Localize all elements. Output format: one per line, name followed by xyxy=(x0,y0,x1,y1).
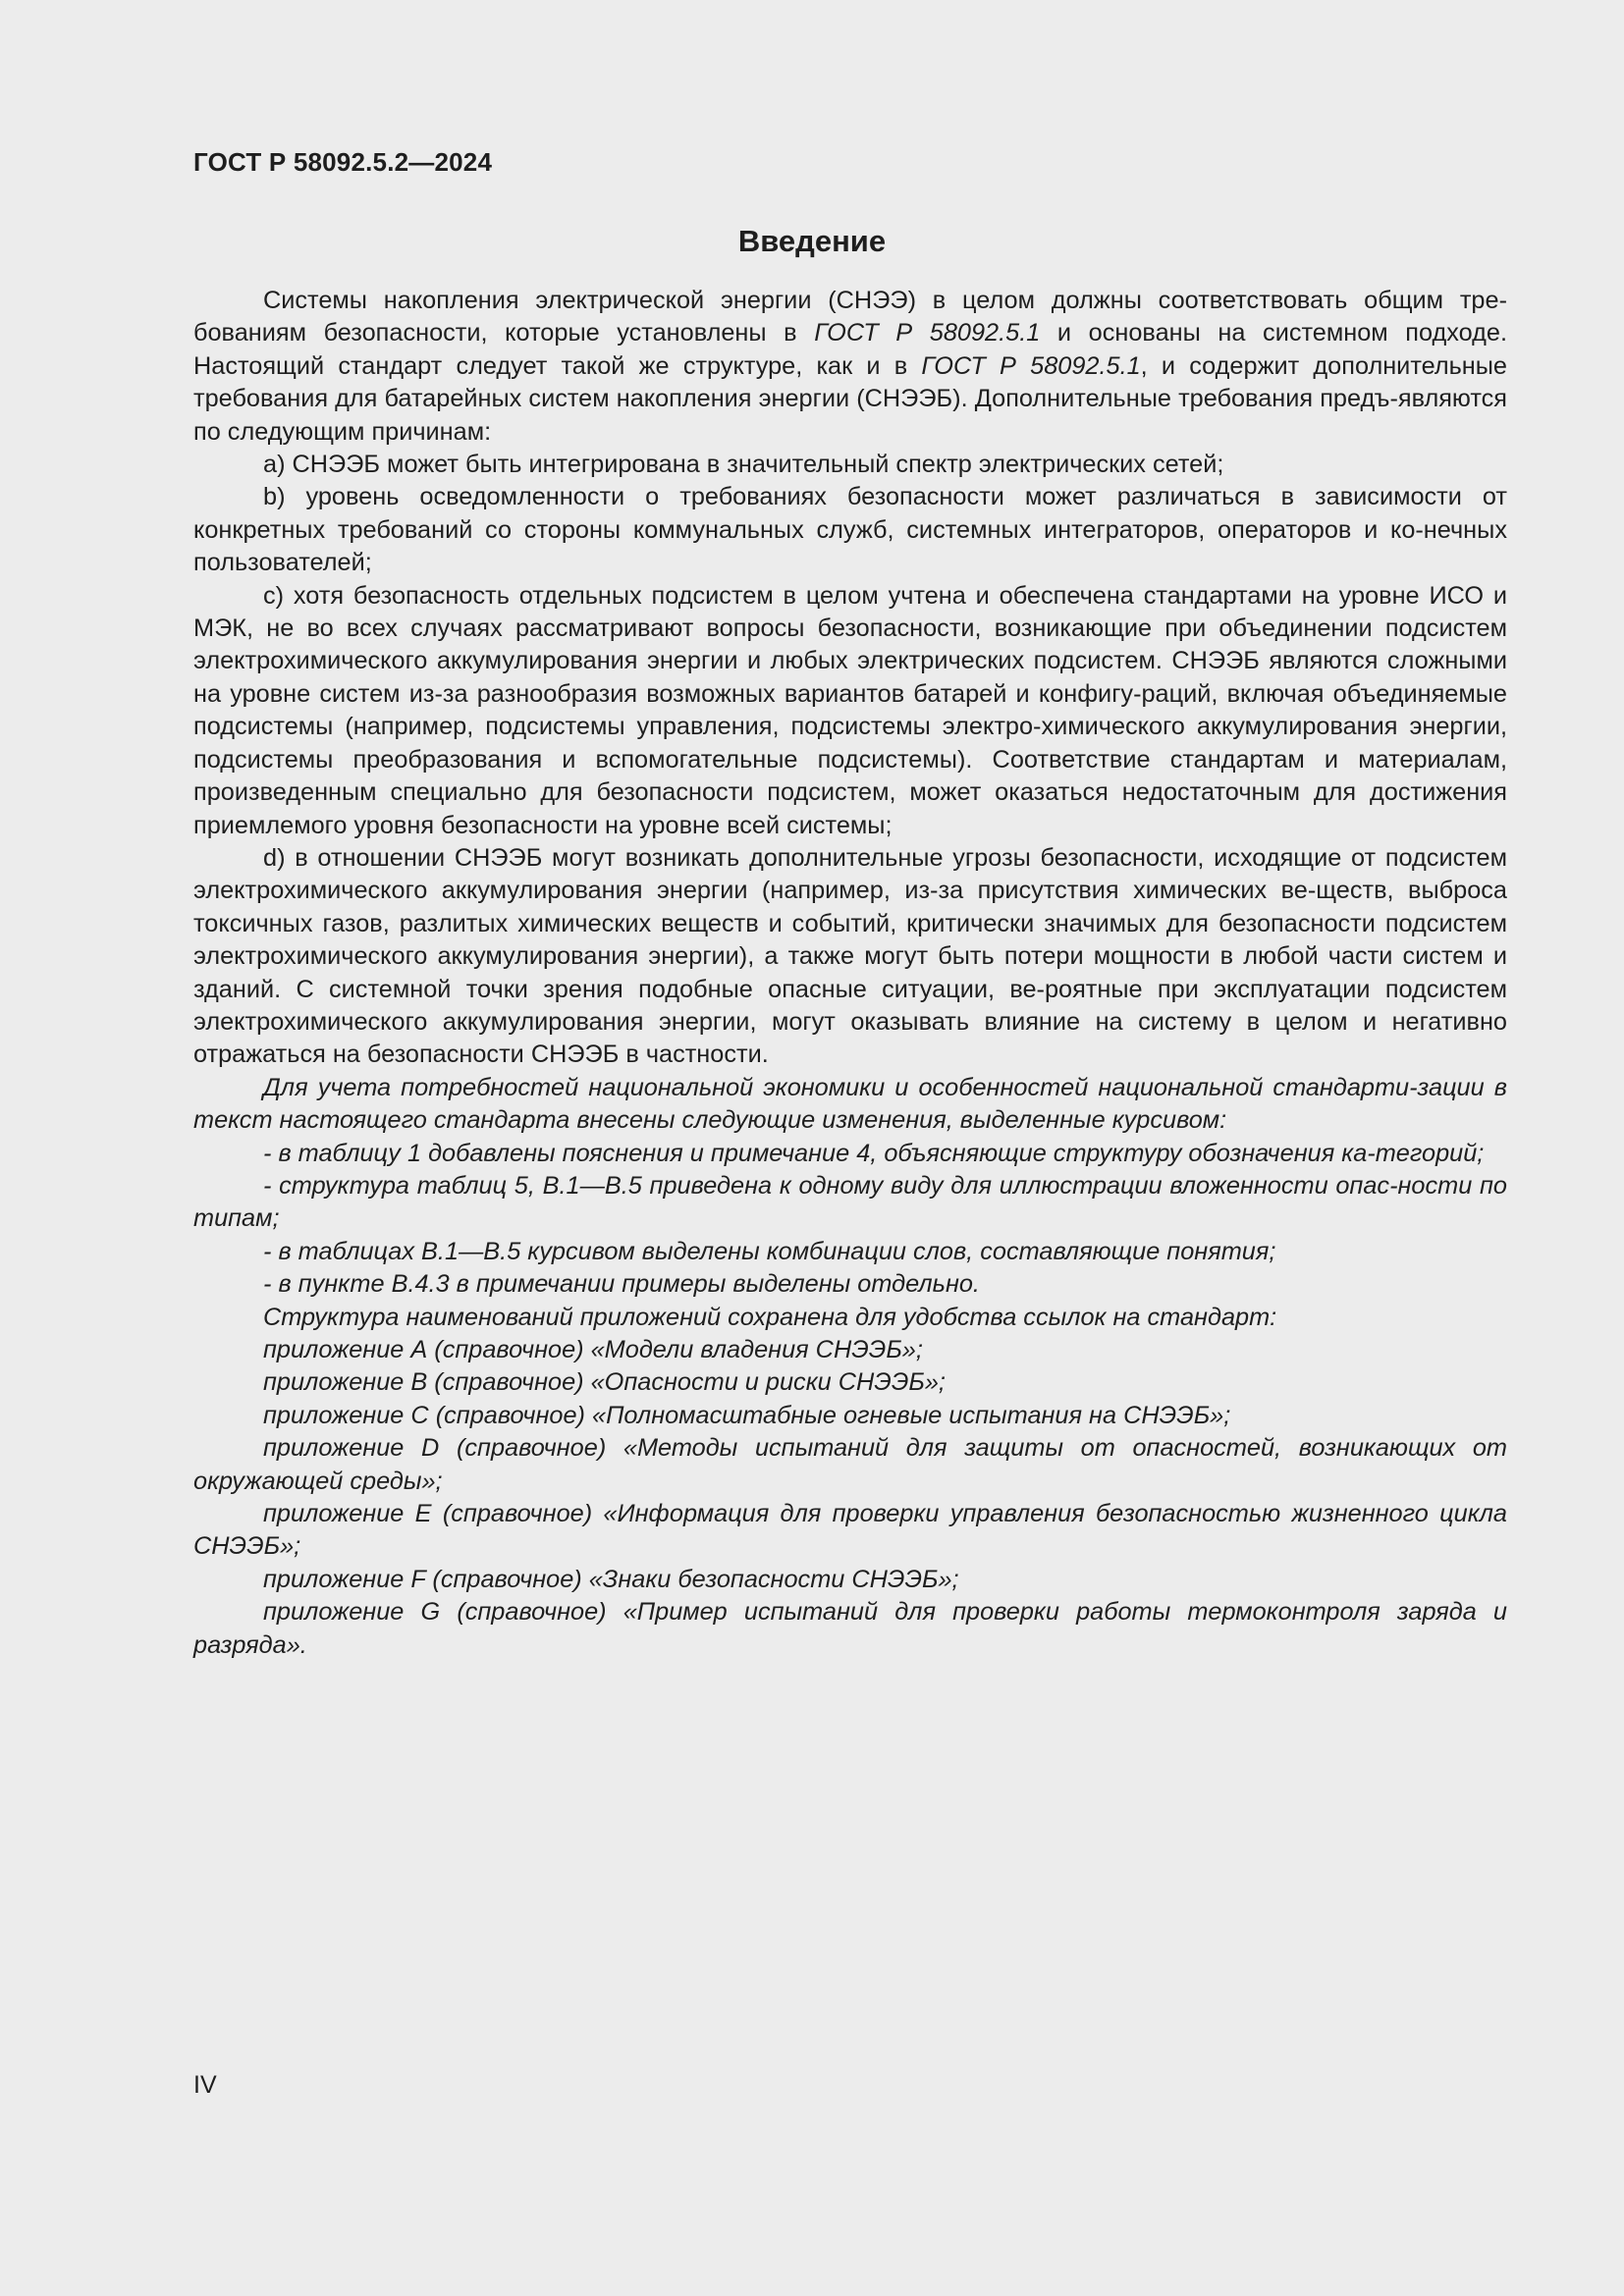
list-item-change: - структура таблиц 5, В.1—В.5 приведена к одному виду для иллюстрации вложенности опас-ности по типам; xyxy=(193,1171,1507,1233)
list-item-change: - в таблицах В.1—В.5 курсивом выделены комбинации слов, составляющие понятия; xyxy=(263,1237,1276,1265)
document-header: ГОСТ Р 58092.5.2—2024 xyxy=(193,147,493,177)
appendix-intro: Структура наименований приложений сохранена для удобства ссылок на стандарт: xyxy=(263,1303,1277,1331)
list-item-appendix: приложение Е (справочное) «Информация для проверки управления безопасностью жизненного цикла СНЭЭБ»; xyxy=(193,1500,1507,1561)
list-item-appendix: приложение D (справочное) «Методы испытаний для защиты от опасностей, возникающих от окружающей среды»; xyxy=(193,1434,1507,1495)
list-item-appendix: приложение В (справочное) «Опасности и риски СНЭЭБ»; xyxy=(263,1368,946,1397)
page-number: IV xyxy=(193,2071,217,2099)
standard-reference-link: ГОСТ Р 58092.5.1 xyxy=(921,351,1141,380)
list-item-reason-c: c) хотя безопасность отдельных подсистем в целом учтена и обеспечена стандартами на уровне ИСО и МЭК, не во всех случаях рассматривают вопросы безопасности, возникающие при объединении подсистем электрохимического аккумулирования энергии и любых электрических подсистем. СНЭЭБ являются сложными на уровне систем из-за разнообразия возможных вариантов батарей и конфигу-раций, включая объединяемые подсистемы (например, подсистемы управления, подсистемы электро-химического аккумулирования энергии, подсистемы преобразования и вспомогательные подсистемы). Соответствие стандартам и материалам, произведенным специально для безопасности подсистем, может оказаться недостаточным для достижения приемлемого уровня безопасности на уровне всей системы; xyxy=(193,581,1507,839)
list-item-reason-b: b) уровень осведомленности о требованиях безопасности может различаться в зависимости от конкретных требований со стороны коммунальных служб, системных интеграторов, операторов и ко-нечных пользователей; xyxy=(193,483,1507,577)
list-item-change: - в таблицу 1 добавлены пояснения и примечание 4, объясняющие структуру обозначения ка-тегорий; xyxy=(263,1139,1485,1167)
list-item-change: - в пункте В.4.3 в примечании примеры выделены отдельно. xyxy=(263,1270,980,1299)
list-item-reason-d: d) в отношении СНЭЭБ могут возникать дополнительные угрозы безопасности, исходящие от подсистем электрохимического аккумулирования энергии (например, из-за присутствия химических ве-ществ, выброса токсичных газов, разлитых химических веществ и событий, критически значимых для безопасности подсистем электрохимического аккумулирования энергии), а также могут быть потери мощности в любой части систем и зданий. С системной точки зрения подобные опасные ситуации, ве-роятные при эксплуатации подсистем электрохимического аккумулирования энергии, могут оказывать влияние на систему в целом и негативно отражаться на безопасности СНЭЭБ в частности. xyxy=(193,843,1507,1069)
list-item-appendix: приложение А (справочное) «Модели владения СНЭЭБ»; xyxy=(263,1336,923,1363)
standard-reference-link: ГОСТ Р 58092.5.1 xyxy=(814,319,1041,347)
list-item-reason-a: a) СНЭЭБ может быть интегрирована в значительный спектр электрических сетей; xyxy=(263,451,1224,479)
list-item-appendix: приложение G (справочное) «Пример испытаний для проверки работы термоконтроля заряда и разряда». xyxy=(193,1598,1507,1659)
intro-paragraph xyxy=(193,285,1507,449)
section-title: Введение xyxy=(737,224,887,258)
intro-text-2: и основаны на системном подходе. Настоящий стандарт следует такой же структуре, как и в xyxy=(193,319,1507,380)
list-item-appendix: приложение F (справочное) «Знаки безопасности СНЭЭБ»; xyxy=(263,1565,959,1593)
document-body xyxy=(193,285,1507,1662)
intro-text-1: Системы накопления электрической энергии (СНЭЭ) в целом должны соответствовать общим тре-бованиям безопасности, которые установлены в xyxy=(193,287,1507,347)
national-changes-intro: Для учета потребностей национальной экономики и особенностей национальной стандарти-зации в текст настоящего стандарта внесены следующие изменения, выделенные курсивом: xyxy=(193,1073,1507,1135)
list-item-appendix: приложение С (справочное) «Полномасштабные огневые испытания на СНЭЭБ»; xyxy=(263,1401,1231,1429)
intro-text-3: , и содержит дополнительные требования для батарейных систем накопления энергии (СНЭЭБ). Дополнительные требования предъ-являются по следующим причинам: xyxy=(193,351,1508,446)
